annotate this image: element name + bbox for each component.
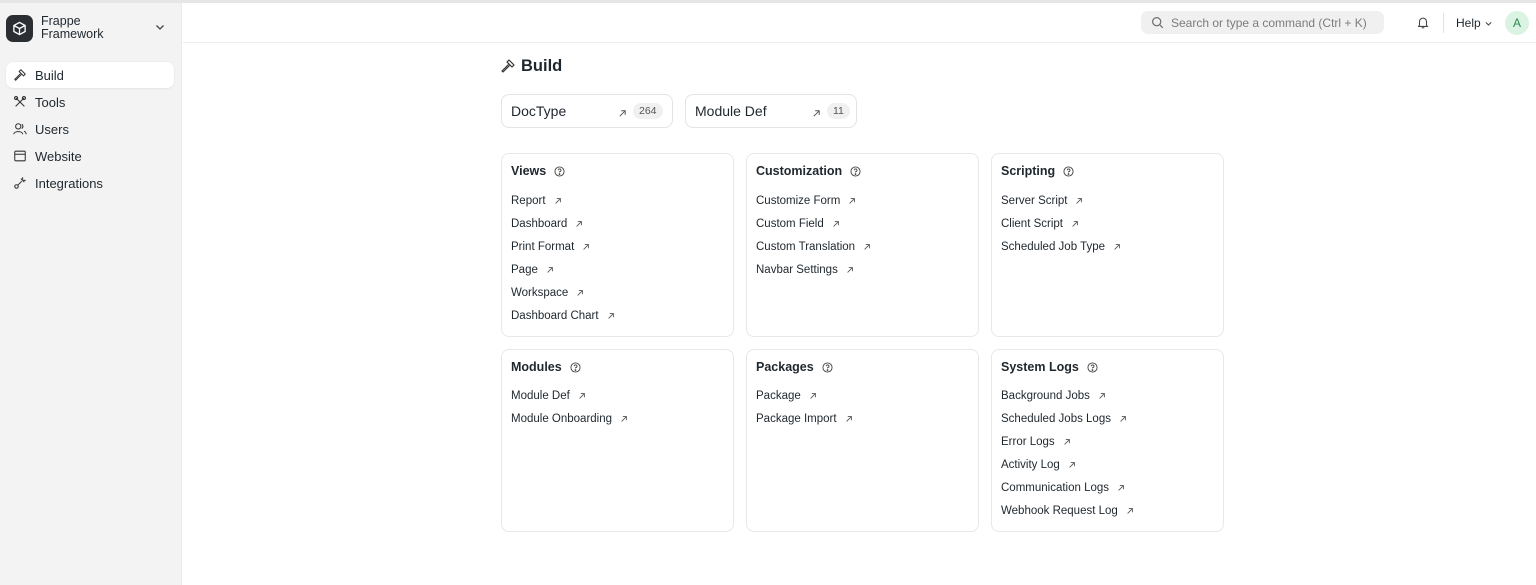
arrow-up-right-icon [576,289,584,297]
card-title: Scripting [1001,164,1056,178]
link-label: Module Def [511,390,570,402]
link-package-import[interactable] [756,413,853,425]
arrow-up-right-icon [620,415,628,423]
card-title: Views [511,164,547,178]
link-label: Report [511,195,546,207]
link-label: Background Jobs [1001,390,1090,402]
arrow-up-right-icon [863,243,871,251]
link-label: Server Script [1001,195,1068,207]
link-workspace[interactable] [511,287,584,299]
arrow-up-right-icon [1117,484,1125,492]
card-customization [746,153,979,337]
link-package[interactable] [756,390,817,402]
navbar-divider [1443,13,1444,33]
link-label: Custom Field [756,218,824,230]
arrow-up-right-icon [846,266,854,274]
arrow-up-right-icon [845,415,853,423]
link-label: Webhook Request Log [1001,505,1118,517]
shortcut-doctype[interactable] [501,94,673,128]
shortcut-count: 264 [633,103,663,119]
link-label: Module Onboarding [511,413,613,425]
sidebar [0,3,182,585]
arrow-up-right-icon [554,197,562,205]
link-module-onboarding[interactable] [511,413,628,425]
card-packages [746,349,979,532]
search-placeholder: Search or type a command (Ctrl + K) [1171,15,1367,30]
arrow-up-right-icon [1063,438,1071,446]
users-icon [12,121,28,137]
bell-icon[interactable] [1416,15,1430,33]
help-dropdown[interactable] [1456,16,1493,30]
link-custom-translation[interactable] [756,241,871,253]
help-circle-icon[interactable] [822,362,833,373]
shortcut-label: Module Def [695,103,767,119]
link-webhook-request-log[interactable] [1001,505,1134,517]
help-circle-icon[interactable] [570,362,581,373]
avatar[interactable]: A [1505,11,1529,35]
arrow-up-right-icon [575,220,583,228]
link-label: Communication Logs [1001,482,1110,494]
link-print-format[interactable] [511,241,590,253]
arrow-up-right-icon [1068,461,1076,469]
arrow-up-right-icon [1075,197,1083,205]
card-title: System Logs [1001,360,1079,374]
sidebar-item-label: Build [35,67,64,83]
arrow-up-right-icon [582,243,590,251]
link-customize-form[interactable] [756,195,856,207]
tools-icon [12,94,28,110]
arrow-up-right-icon [546,266,554,274]
help-circle-icon[interactable] [1063,166,1074,177]
arrow-up-right-icon [607,312,615,320]
search-input[interactable] [1141,11,1384,34]
link-label: Package Import [756,413,837,425]
link-page[interactable] [511,264,554,276]
link-label: Page [511,264,538,276]
sidebar-item-label: Tools [35,94,66,110]
card-title: Modules [511,360,562,374]
sidebar-item-label: Website [35,148,82,164]
link-label: Client Script [1001,218,1063,230]
integrations-icon [12,175,28,191]
arrow-up-right-icon [1113,243,1121,251]
link-label: Scheduled Job Type [1001,241,1106,253]
page-title: Build [521,56,563,75]
help-circle-icon[interactable] [1087,362,1098,373]
sidebar-item-build[interactable] [6,62,174,88]
link-label: Custom Translation [756,241,856,253]
link-label: Print Format [511,241,575,253]
arrow-up-right-icon [1071,220,1079,228]
link-communication-logs[interactable] [1001,482,1125,494]
chevron-down-icon[interactable] [154,21,166,36]
link-scheduled-job-type[interactable] [1001,241,1121,253]
arrow-up-right-icon [809,392,817,400]
link-report[interactable] [511,195,562,207]
help-circle-icon[interactable] [850,166,861,177]
shortcut-module-def[interactable] [685,94,857,128]
arrow-up-right-icon [832,220,840,228]
arrow-up-right-icon [1119,415,1127,423]
arrow-up-right-icon [812,106,821,121]
card-system-logs [991,349,1224,532]
sidebar-item-tools[interactable] [6,89,174,115]
page-header [500,56,562,76]
link-error-logs[interactable] [1001,436,1071,448]
hammer-icon [12,67,28,83]
card-title: Customization [756,164,843,178]
sidebar-item-website[interactable] [6,143,174,169]
shortcut-count: 11 [827,103,850,119]
search-icon [1151,16,1164,29]
frappe-logo-icon [6,15,33,42]
chevron-down-icon [1484,19,1493,28]
link-label: Scheduled Jobs Logs [1001,413,1111,425]
app-name: Frappe Framework [41,14,104,41]
shortcut-label: DocType [511,103,567,119]
link-label: Error Logs [1001,436,1055,448]
link-label: Dashboard Chart [511,310,599,322]
link-label: Package [756,390,801,402]
link-scheduled-jobs-logs[interactable] [1001,413,1127,425]
link-label: Dashboard [511,218,568,230]
link-dashboard[interactable] [511,218,583,230]
link-module-def[interactable] [511,390,586,402]
link-label: Customize Form [756,195,841,207]
sidebar-nav [6,62,174,197]
arrow-up-right-icon [1126,507,1134,515]
top-navbar [183,3,1536,43]
arrow-up-right-icon [578,392,586,400]
link-navbar-settings[interactable] [756,264,854,276]
link-client-script[interactable] [1001,218,1079,230]
help-circle-icon[interactable] [554,166,565,177]
link-activity-log[interactable] [1001,459,1076,471]
card-title: Packages [756,360,814,374]
sidebar-item-integrations[interactable] [6,170,174,196]
link-label: Activity Log [1001,459,1060,471]
link-label: Navbar Settings [756,264,838,276]
website-icon [12,148,28,164]
arrow-up-right-icon [618,106,627,121]
card-views [501,153,734,337]
link-label: Workspace [511,287,569,299]
link-dashboard-chart[interactable] [511,310,615,322]
app-switcher[interactable] [6,11,176,45]
hammer-icon [500,58,516,74]
link-background-jobs[interactable] [1001,390,1106,402]
link-server-script[interactable] [1001,195,1083,207]
arrow-up-right-icon [1098,392,1106,400]
card-modules [501,349,734,532]
sidebar-item-label: Integrations [35,175,103,191]
help-label: Help [1456,16,1481,30]
link-custom-field[interactable] [756,218,840,230]
card-scripting [991,153,1224,337]
arrow-up-right-icon [848,197,856,205]
sidebar-item-users[interactable] [6,116,174,142]
sidebar-item-label: Users [35,121,69,137]
